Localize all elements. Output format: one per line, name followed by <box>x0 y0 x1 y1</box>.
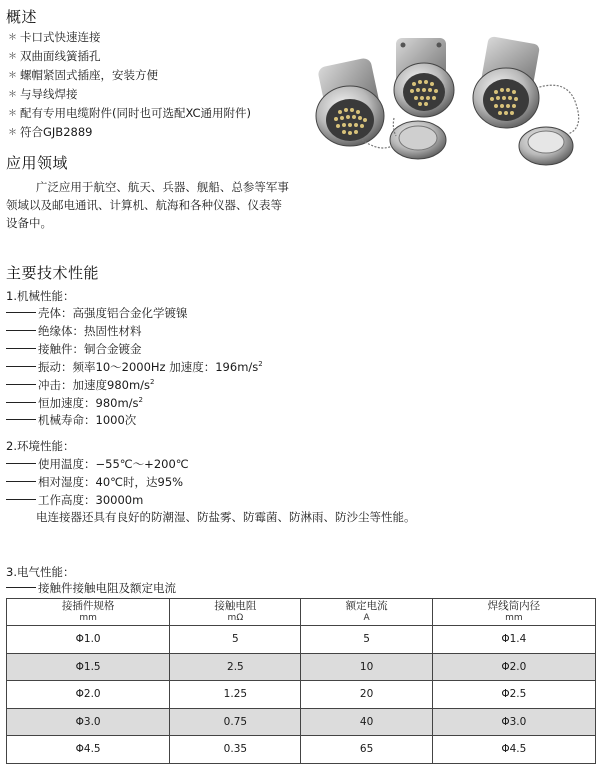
connector-product-photo <box>300 28 596 178</box>
feature-list <box>8 28 251 142</box>
spec-constant-accel: 恒加速度：$980m/s^2$ <box>6 395 143 411</box>
table-cell: Φ4.5 <box>432 736 595 764</box>
table-cell: 1.25 <box>170 681 301 709</box>
table-header-row <box>7 599 596 626</box>
electrical-title: 3.电气性能： <box>6 565 75 579</box>
spec-shock: 冲击：加速度$980m/s^2$ <box>6 377 155 393</box>
col-header-current: 额定电流 A <box>301 599 432 626</box>
table-cell: Φ3.0 <box>7 708 170 736</box>
electrical-table-caption: 接触件接触电阻及额定电流 <box>6 580 176 596</box>
feature-item: ＊ 符合GJB2889 <box>8 123 251 142</box>
spec-altitude: 工作高度：30000m <box>6 492 143 508</box>
table-cell: Φ3.0 <box>432 708 595 736</box>
spec-contact: 接触件：铜合金镀金 <box>6 341 142 357</box>
feature-item: ＊ 卡口式快速连接 <box>8 28 251 47</box>
bullet-icon: ＊ <box>8 33 18 43</box>
overview-title: 概述 <box>6 8 38 26</box>
bullet-icon: ＊ <box>8 128 18 138</box>
table-cell: 0.75 <box>170 708 301 736</box>
table-cell: 65 <box>301 736 432 764</box>
table-cell: 20 <box>301 681 432 709</box>
feature-item: ＊ 配有专用电缆附件(同时也可选配XC通用附件) <box>8 104 251 123</box>
table-cell: Φ2.0 <box>432 653 595 681</box>
table-cell: Φ2.0 <box>7 681 170 709</box>
col-header-resistance: 接触电阻 mΩ <box>170 599 301 626</box>
col-header-size: 接插件规格 mm <box>7 599 170 626</box>
mechanical-title: 1.机械性能： <box>6 289 75 303</box>
bullet-icon: ＊ <box>8 52 18 62</box>
table-cell: 40 <box>301 708 432 736</box>
spec-shell: 壳体：高强度铝合金化学镀镍 <box>6 305 188 321</box>
spec-insulator: 绝缘体：热固性材料 <box>6 323 142 339</box>
spec-vibration: 振动：频率10～2000Hz 加速度：$196m/s^2$ <box>6 359 263 375</box>
table-cell: Φ1.4 <box>432 626 595 654</box>
table-cell: 2.5 <box>170 653 301 681</box>
application-text: 广泛应用于航空、航天、兵器、舰船、总参等军事领域以及邮电通讯、计算机、航海和各种仪器、仪表等设备中。 <box>6 180 289 230</box>
table-cell: 5 <box>301 626 432 654</box>
table-cell: Φ1.0 <box>7 626 170 654</box>
spec-temperature: 使用温度：−55℃～+200℃ <box>6 456 189 472</box>
table-cell: 0.35 <box>170 736 301 764</box>
performance-title: 主要技术性能 <box>6 264 100 282</box>
feature-item: ＊ 与导线焊接 <box>8 85 251 104</box>
application-title: 应用领域 <box>6 154 69 172</box>
contact-rating-table <box>6 598 596 764</box>
bullet-icon: ＊ <box>8 90 18 100</box>
table-cell: 5 <box>170 626 301 654</box>
table-row <box>7 626 596 654</box>
spec-humidity: 相对湿度：40℃时，达95% <box>6 474 183 490</box>
environment-title: 2.环境性能： <box>6 439 75 453</box>
feature-item: ＊ 双曲面线簧插孔 <box>8 47 251 66</box>
bullet-icon: ＊ <box>8 71 18 81</box>
spec-mechanical-life: 机械寿命：1000次 <box>6 412 136 428</box>
table-cell: 10 <box>301 653 432 681</box>
table-cell: Φ4.5 <box>7 736 170 764</box>
table-row <box>7 736 596 764</box>
table-cell: Φ2.5 <box>432 681 595 709</box>
environment-note: 电连接器还具有良好的防潮湿、防盐雾、防霉菌、防淋雨、防沙尘等性能。 <box>36 510 416 524</box>
col-header-solder-cup: 焊线筒内径 mm <box>432 599 595 626</box>
table-row <box>7 681 596 709</box>
table-cell: Φ1.5 <box>7 653 170 681</box>
bullet-icon: ＊ <box>8 109 18 119</box>
table-row <box>7 708 596 736</box>
table-row <box>7 653 596 681</box>
feature-item: ＊ 螺帽紧固式插座，安装方便 <box>8 66 251 85</box>
